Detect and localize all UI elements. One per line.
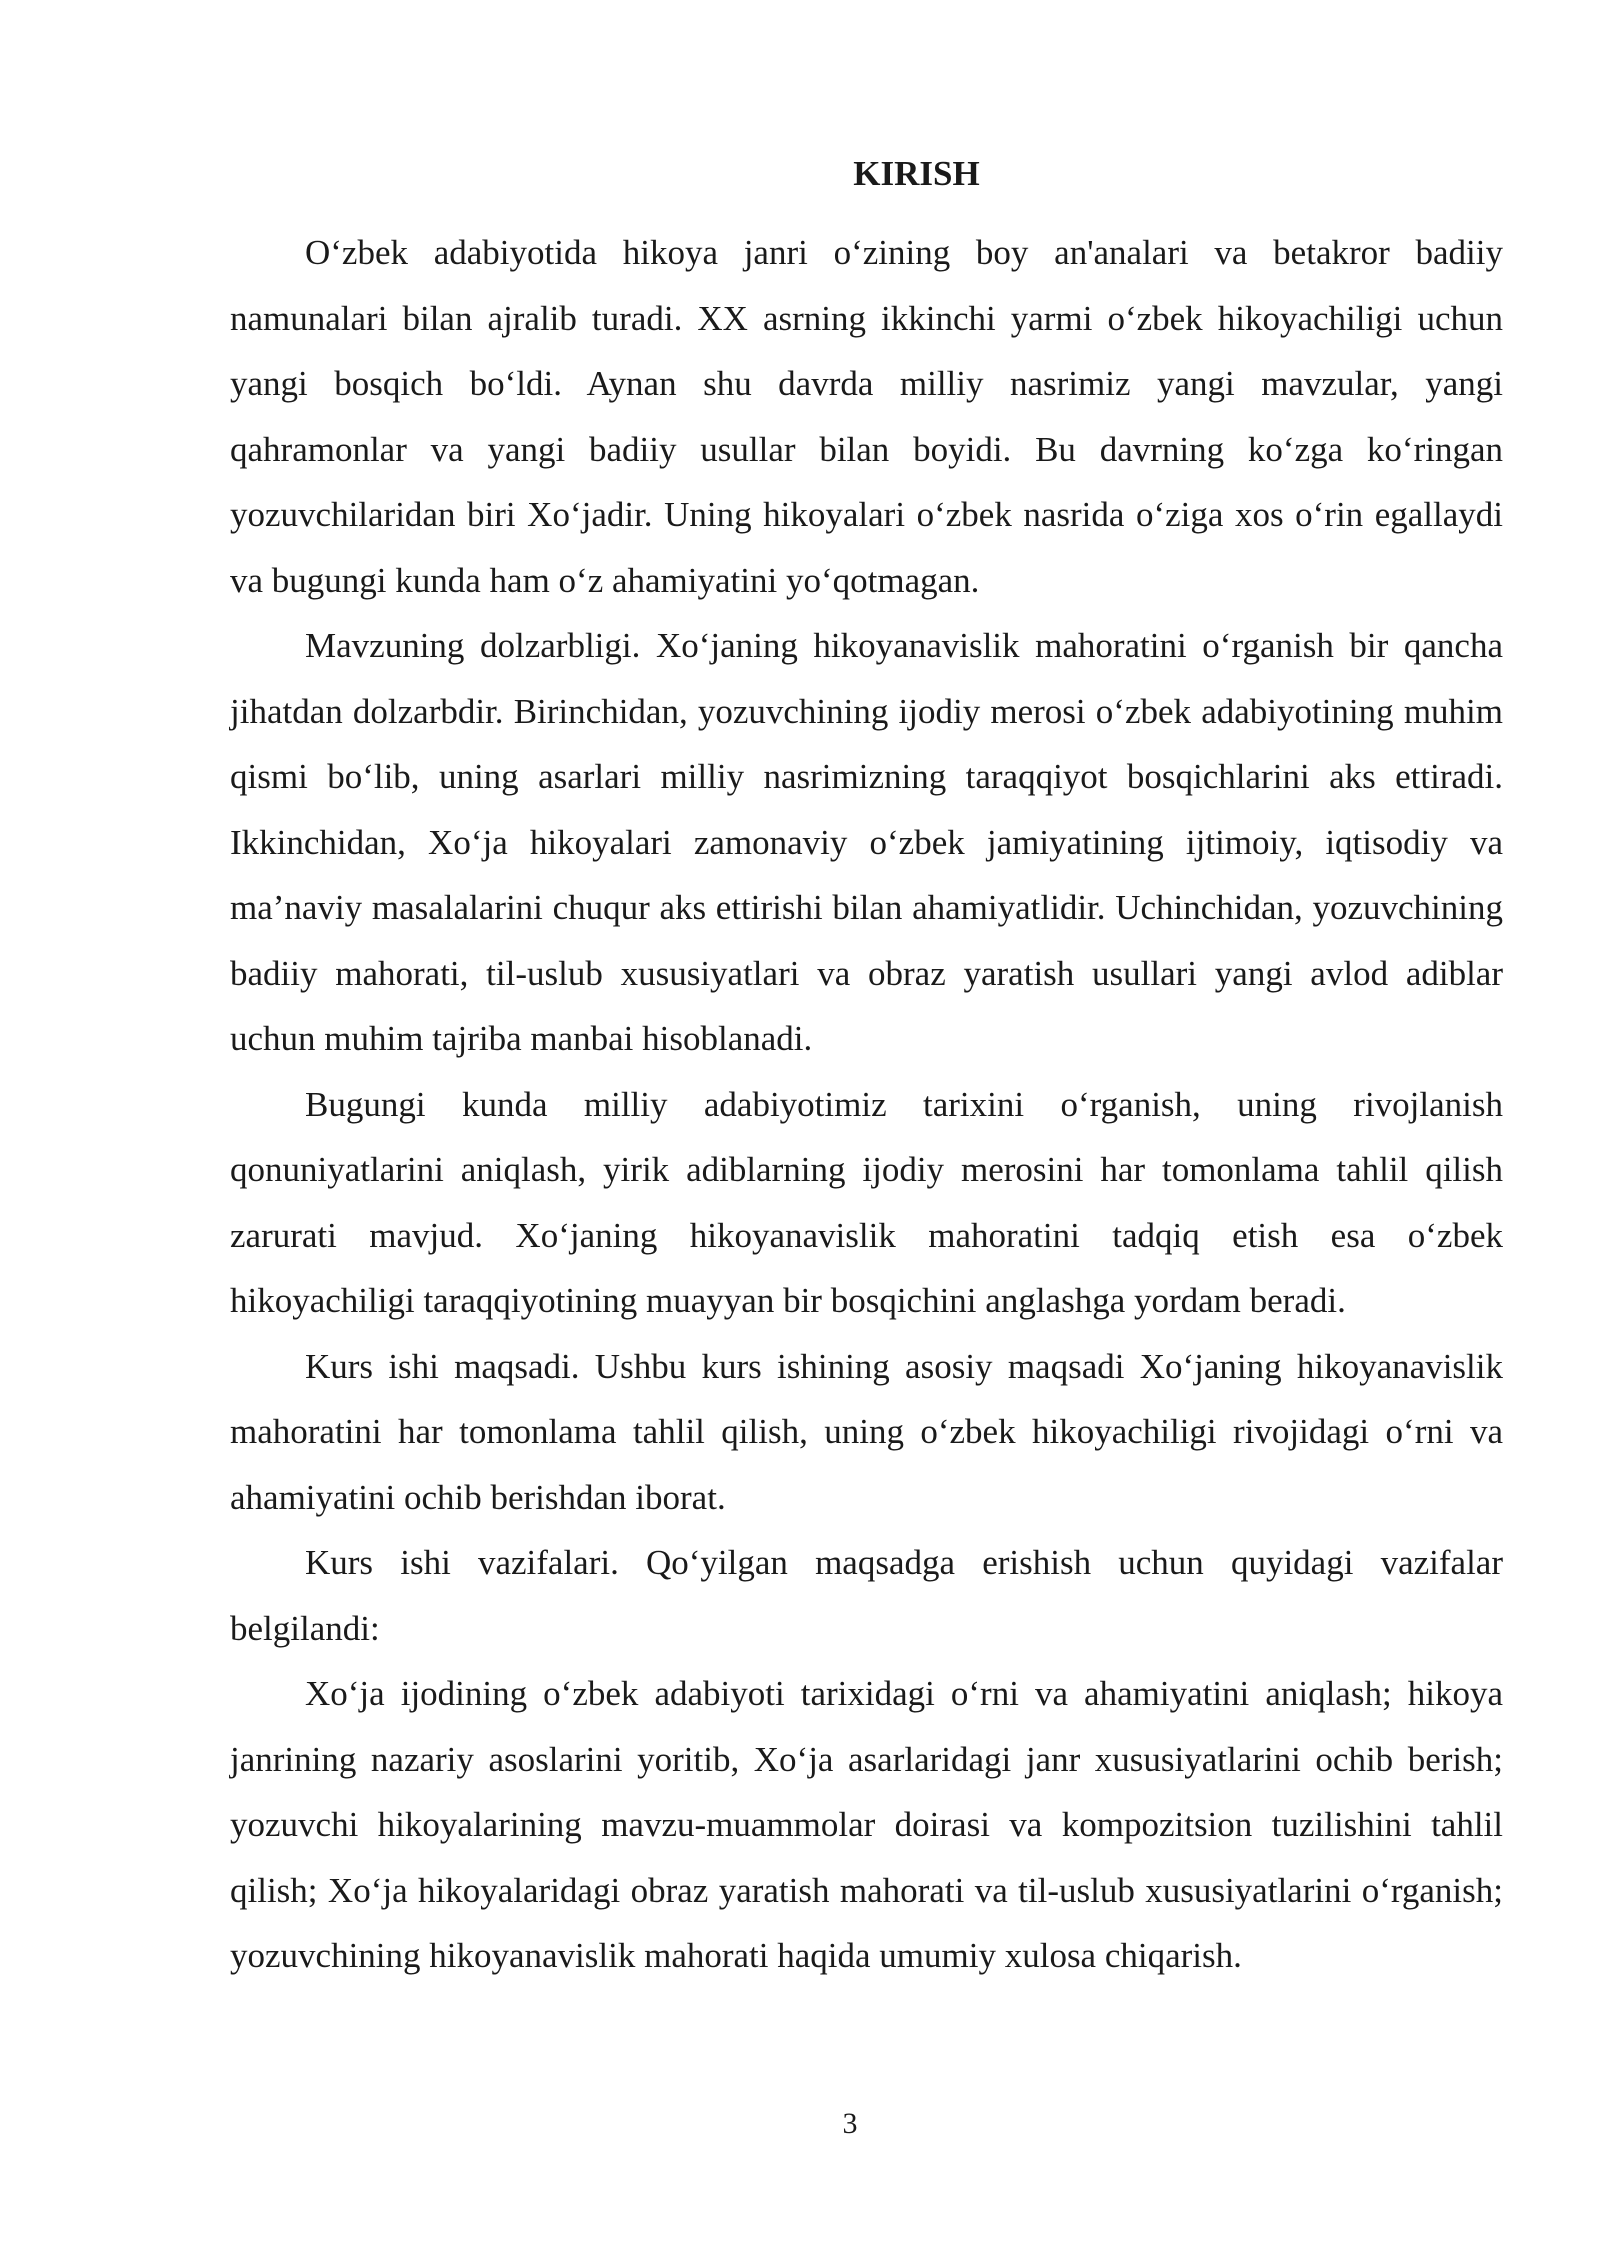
document-page [230, 150, 1503, 1989]
paragraph-relevance: Mavzuning dolzarbligi. Xo‘janing hikoyanavislik mahoratini o‘rganish bir qancha jihatdan dolzarbdir. Birinchidan, yozuvchining ijodiy merosi o‘zbek adabiyotining muhim qismi bo‘lib, uning asarlari milliy nasrimizning taraqqiyot bosqichlarini aks ettiradi. Ikkinchidan, Xo‘ja hikoyalari zamonaviy o‘zbek jamiyatining ijtimoiy, iqtisodiy va ma’naviy masalalarini chuqur aks ettirishi bilan ahamiyatlidir. Uchinchidan, yozuvchining badiiy mahorati, til-uslub xususiyatlari va obraz yaratish usullari yangi avlod adiblar uchun muhim tajriba manbai hisoblanadi. [230, 626, 1503, 1058]
section-heading: KIRISH [853, 154, 980, 193]
paragraph-tasks-list: Xo‘ja ijodining o‘zbek adabiyoti tarixidagi o‘rni va ahamiyatini aniqlash; hikoya janrining nazariy asoslarini yoritib, Xo‘ja asarlaridagi janr xususiyatlarini ochib berish; yozuvchi hikoyalarining mavzu-muammolar doirasi va kompozitsion tuzilishini tahlil qilish; Xo‘ja hikoyalaridagi obraz yaratish mahorati va til-uslub xususiyatlarini o‘rganish; yozuvchining hikoyanavislik mahorati haqida umumiy xulosa chiqarish. [230, 1674, 1503, 1975]
paragraph-today: Bugungi kunda milliy adabiyotimiz tarixini o‘rganish, uning rivojlanish qonuniyatlarini aniqlash, yirik adiblarning ijodiy merosini har tomonlama tahlil qilish zarurati mavjud. Xo‘janing hikoyanavislik mahoratini tadqiq etish esa o‘zbek hikoyachiligi taraqqiyotining muayyan bir bosqichini anglashga yordam beradi. [230, 1084, 1503, 1320]
paragraph-goal: Kurs ishi maqsadi. Ushbu kurs ishining asosiy maqsadi Xo‘janing hikoyanavislik mahoratini har tomonlama tahlil qilish, uning o‘zbek hikoyachiligi rivojidagi o‘rni va ahamiyatini ochib berishdan iborat. [230, 1346, 1503, 1517]
page-number: 3 [842, 2107, 858, 2140]
paragraph-tasks-intro: Kurs ishi vazifalari. Qo‘yilgan maqsadga erishish uchun quyidagi vazifalar belgilandi: [230, 1543, 1503, 1648]
paragraph-intro: O‘zbek adabiyotida hikoya janri o‘zining boy an'analari va betakror badiiy namunalari bilan ajralib turadi. XX asrning ikkinchi yarmi o‘zbek hikoyachiligi uchun yangi bosqich bo‘ldi. Aynan shu davrda milliy nasrimiz yangi mavzular, yangi qahramonlar va yangi badiiy usullar bilan boyidi. Bu davrning ko‘zga ko‘ringan yozuvchilaridan biri Xo‘jadir. Uning hikoyalari o‘zbek nasrida o‘ziga xos o‘rin egallaydi va bugungi kunda ham o‘z ahamiyatini yo‘qotmagan. [230, 233, 1503, 600]
